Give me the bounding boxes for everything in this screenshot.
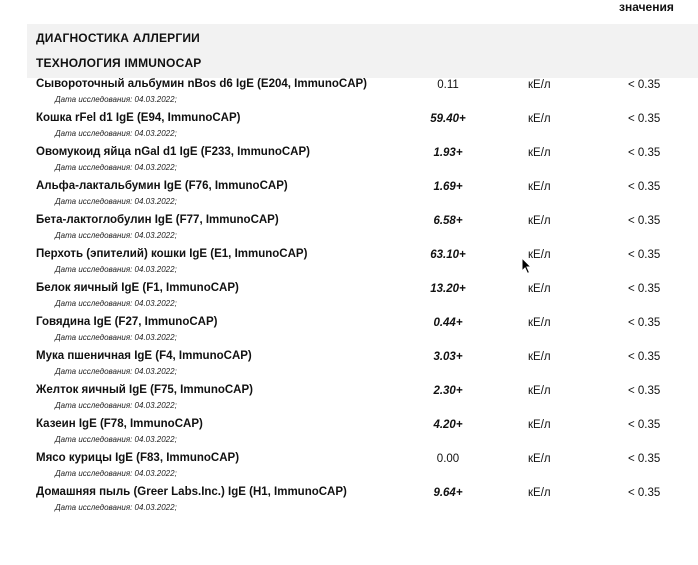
section-subtitle: ТЕХНОЛОГИЯ IMMUNOCAP [36, 56, 202, 70]
test-reference: < 0.35 [628, 419, 661, 431]
test-unit: кЕ/л [528, 147, 551, 159]
test-value: 9.64+ [433, 487, 463, 499]
test-value: 4.20+ [433, 419, 463, 431]
test-unit: кЕ/л [528, 419, 551, 431]
test-value: 0.44+ [433, 317, 463, 329]
result-row [0, 248, 698, 282]
test-date: Дата исследования: 04.03.2022; [55, 265, 177, 274]
test-name: Желток яичный IgE (F75, ImmunoCAP) [36, 384, 253, 396]
section-header [27, 24, 698, 78]
result-row [0, 486, 698, 520]
test-unit: кЕ/л [528, 79, 551, 91]
result-row [0, 146, 698, 180]
result-row [0, 350, 698, 384]
test-name: Альфа-лактальбумин IgE (F76, ImmunoCAP) [36, 180, 288, 192]
test-reference: < 0.35 [628, 351, 661, 363]
test-value: 0.00 [436, 453, 460, 465]
reference-column-header: значения [619, 0, 674, 14]
section-title: ДИАГНОСТИКА АЛЛЕРГИИ [36, 31, 201, 45]
test-date: Дата исследования: 04.03.2022; [55, 367, 177, 376]
test-value: 1.93+ [433, 147, 463, 159]
result-row [0, 112, 698, 146]
test-unit: кЕ/л [528, 487, 551, 499]
result-row [0, 282, 698, 316]
test-date: Дата исследования: 04.03.2022; [55, 129, 177, 138]
test-date: Дата исследования: 04.03.2022; [55, 231, 177, 240]
test-value: 6.58+ [433, 215, 463, 227]
test-value: 3.03+ [433, 351, 463, 363]
test-reference: < 0.35 [628, 283, 661, 295]
test-name: Бета-лактоглобулин IgE (F77, ImmunoCAP) [36, 214, 279, 226]
test-unit: кЕ/л [528, 453, 551, 465]
test-date: Дата исследования: 04.03.2022; [55, 95, 177, 104]
test-reference: < 0.35 [628, 317, 661, 329]
test-value: 63.10+ [430, 249, 466, 261]
test-unit: кЕ/л [528, 113, 551, 125]
test-name: Белок яичный IgE (F1, ImmunoCAP) [36, 282, 239, 294]
test-reference: < 0.35 [628, 249, 661, 261]
test-date: Дата исследования: 04.03.2022; [55, 469, 177, 478]
test-reference: < 0.35 [628, 113, 661, 125]
result-row [0, 214, 698, 248]
test-date: Дата исследования: 04.03.2022; [55, 503, 177, 512]
test-date: Дата исследования: 04.03.2022; [55, 401, 177, 410]
test-value: 13.20+ [430, 283, 466, 295]
test-reference: < 0.35 [628, 453, 661, 465]
test-name: Мука пшеничная IgE (F4, ImmunoCAP) [36, 350, 252, 362]
test-date: Дата исследования: 04.03.2022; [55, 299, 177, 308]
test-unit: кЕ/л [528, 249, 551, 261]
test-reference: < 0.35 [628, 79, 661, 91]
test-reference: < 0.35 [628, 215, 661, 227]
test-value: 1.69+ [433, 181, 463, 193]
test-unit: кЕ/л [528, 385, 551, 397]
test-name: Овомукоид яйца nGal d1 IgE (F233, ImmunoCAP) [36, 146, 310, 158]
result-row [0, 384, 698, 418]
test-name: Мясо курицы IgE (F83, ImmunoCAP) [36, 452, 240, 464]
test-unit: кЕ/л [528, 317, 551, 329]
test-name: Говядина IgE (F27, ImmunoCAP) [36, 316, 218, 328]
test-date: Дата исследования: 04.03.2022; [55, 197, 177, 206]
test-name: Домашняя пыль (Greer Labs.Inc.) IgE (H1, ImmunoCAP) [36, 486, 347, 498]
test-unit: кЕ/л [528, 215, 551, 227]
test-unit: кЕ/л [528, 351, 551, 363]
result-row [0, 180, 698, 214]
test-reference: < 0.35 [628, 147, 661, 159]
test-date: Дата исследования: 04.03.2022; [55, 435, 177, 444]
test-value: 0.11 [437, 79, 459, 91]
test-date: Дата исследования: 04.03.2022; [55, 333, 177, 342]
result-row [0, 78, 698, 112]
test-name: Перхоть (эпителий) кошки IgE (E1, ImmunoCAP) [36, 248, 308, 260]
test-name: Сывороточный альбумин nBos d6 IgE (E204, ImmunoCAP) [36, 78, 367, 90]
result-row [0, 452, 698, 486]
result-row [0, 418, 698, 452]
test-date: Дата исследования: 04.03.2022; [55, 163, 177, 172]
test-reference: < 0.35 [628, 181, 661, 193]
test-unit: кЕ/л [528, 283, 551, 295]
result-row [0, 316, 698, 350]
test-value: 59.40+ [430, 113, 466, 125]
test-value: 2.30+ [433, 385, 463, 397]
mouse-cursor-icon [521, 257, 533, 275]
test-name: Кошка rFel d1 IgE (E94, ImmunoCAP) [36, 112, 241, 124]
results-list [0, 78, 698, 520]
test-reference: < 0.35 [628, 487, 661, 499]
test-name: Казеин IgE (F78, ImmunoCAP) [36, 418, 203, 430]
test-reference: < 0.35 [628, 385, 661, 397]
test-unit: кЕ/л [528, 181, 551, 193]
